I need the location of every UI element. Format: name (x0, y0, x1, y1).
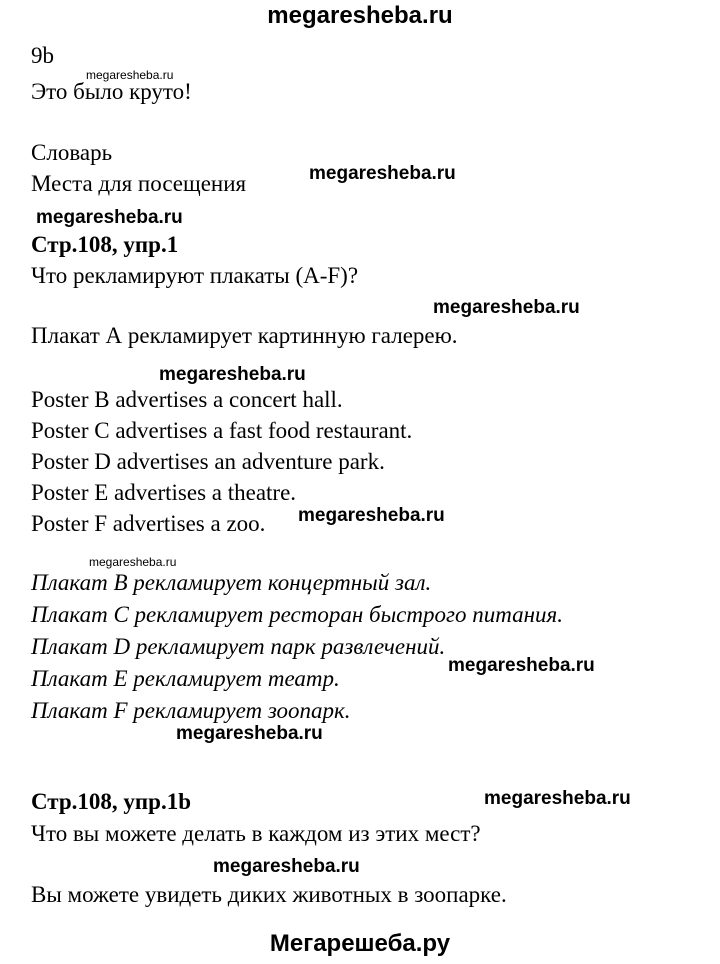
russian-answer-f: Плакат F рекламирует зоопарк. (31, 698, 351, 723)
watermark: megaresheba.ru (213, 856, 360, 877)
exercise-1-answer-a: Плакат А рекламирует картинную галерею. (31, 323, 458, 348)
exercise-1b-question: Что вы можете делать в каждом из этих мест? (31, 821, 481, 846)
english-answer-c: Poster C advertises a fast food restaurant. (31, 418, 413, 443)
exercise-1-heading: Стр.108, упр.1 (31, 232, 179, 257)
watermark: megaresheba.ru (298, 505, 445, 526)
watermark: megaresheba.ru (36, 207, 183, 228)
english-answer-f: Poster F advertises a zoo. (31, 511, 266, 536)
watermark: megaresheba.ru (159, 364, 306, 385)
russian-answer-c: Плакат C рекламирует ресторан быстрого питания. (31, 602, 563, 627)
watermark: megaresheba.ru (176, 723, 323, 744)
vocab-label: Словарь (31, 140, 113, 165)
watermark: megaresheba.ru (433, 297, 580, 318)
russian-answer-d: Плакат D рекламирует парк развлечений. (31, 634, 446, 659)
exercise-1b-answer: Вы можете увидеть диких животных в зоопарке. (31, 882, 507, 907)
english-answer-b: Poster B advertises a concert hall. (31, 387, 343, 412)
exercise-1-question: Что рекламируют плакаты (A-F)? (31, 263, 359, 288)
vocab-topic: Места для посещения (31, 171, 247, 196)
english-answer-e: Poster E advertises a theatre. (31, 480, 297, 505)
watermark: megaresheba.ru (89, 555, 177, 569)
russian-answer-b: Плакат B рекламирует концертный зал. (31, 570, 432, 595)
exercise-1b-heading: Стр.108, упр.1b (31, 789, 192, 814)
watermark: megaresheba.ru (484, 788, 631, 809)
section-code: 9b (31, 43, 54, 68)
watermark: megaresheba.ru (309, 163, 456, 184)
section-title: Это было круто! (31, 79, 192, 104)
watermark: megaresheba.ru (86, 68, 174, 82)
footer-site-name: Мегарешеба.ру (269, 930, 451, 957)
header-site-name: megaresheba.ru (267, 2, 453, 29)
watermark: megaresheba.ru (448, 655, 595, 676)
english-answer-d: Poster D advertises an adventure park. (31, 449, 385, 474)
russian-answer-e: Плакат E рекламирует театр. (31, 666, 340, 691)
